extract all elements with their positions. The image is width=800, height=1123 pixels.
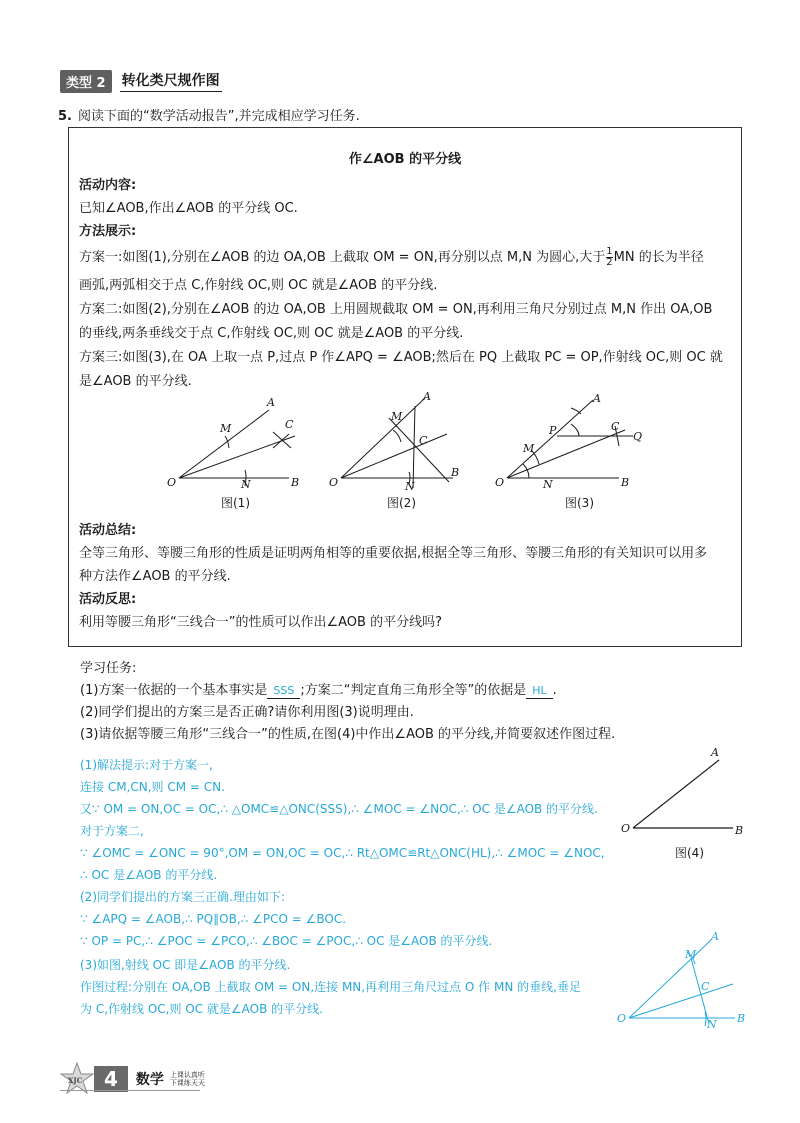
label-m: M (391, 410, 403, 423)
content-text: 已知∠AOB,作出∠AOB 的平分线 OC. (79, 201, 298, 216)
arc-m (393, 430, 401, 442)
summary-heading: 活动总结: (79, 523, 137, 538)
solution-line-2: 连接 CM,CN,则 CM = CN. (80, 780, 225, 794)
section-tag (60, 70, 222, 92)
answer-figure (615, 928, 755, 1028)
solution-line-12: 为 C,作射线 OC,则 OC 就是∠AOB 的平分线. (80, 1002, 323, 1016)
ray-oa (179, 410, 269, 478)
section-title: 转化类尺规作图 (120, 70, 222, 92)
label-b: B (735, 824, 744, 837)
label-a: A (593, 392, 601, 405)
task-1 (80, 680, 557, 702)
ray-oc (629, 984, 733, 1018)
ray-oc (179, 436, 295, 478)
tasks-heading: 学习任务: (80, 661, 137, 676)
motto (170, 1071, 205, 1087)
fig1-caption: 图(1) (221, 496, 250, 510)
plan1-line1 (79, 246, 734, 269)
solution-line-11: 作图过程:分别在 OA,OB 上截取 OM = ON,连接 MN,再利用三角尺过点 O 作 MN 的垂线,垂足 (80, 980, 581, 994)
label-b: B (621, 476, 630, 489)
summary-line1: 全等三角形、等腰三角形的性质是证明两角相等的重要依据,根据全等三角形、等腰三角形的有关知识可以用多 (79, 546, 708, 561)
solution-line-5: ∵ ∠OMC = ∠ONC = 90°,OM = ON,OC = OC,∴ Rt△OMC≌Rt△ONC(HL),∴ ∠MOC = ∠NOC, (80, 846, 605, 860)
content-heading: 活动内容: (79, 178, 137, 193)
label-a: A (711, 746, 719, 759)
solution-line-6: ∴ OC 是∠AOB 的平分线. (80, 868, 218, 882)
label-n: N (241, 478, 251, 490)
figure-4 (615, 744, 755, 840)
footer-rule (60, 1090, 200, 1091)
fraction-denominator: 2 (606, 257, 613, 268)
question-text: 阅读下面的“数学活动报告”,并完成相应学习任务. (77, 109, 360, 124)
label-n: N (405, 480, 415, 490)
question-number: 5. (58, 109, 72, 124)
label-o: O (495, 476, 505, 489)
label-b: B (291, 476, 300, 489)
label-a: A (423, 390, 431, 403)
plan1-text-a: 方案一:如图(1),分别在∠AOB 的边 OA,OB 上截取 OM = ON,再分别以点 M,N 为圆心,大于 (79, 250, 606, 265)
motto-line-1: 上课认真听 (169, 1071, 205, 1079)
solution-line-3: 又∵ OM = ON,OC = OC,∴ △OMC≌△ONC(SSS),∴ ∠MOC = ∠NOC,∴ OC 是∠AOB 的平分线. (80, 802, 598, 816)
report-title: 作∠AOB 的平分线 (348, 152, 462, 167)
activity-report-box (68, 127, 742, 647)
fig3-caption: 图(3) (565, 496, 594, 510)
label-o: O (621, 822, 631, 835)
fig4-caption: 图(4) (675, 846, 704, 860)
question-intro (58, 105, 360, 124)
task1-text-a: (1)方案一依据的一个基本事实是 (80, 683, 268, 698)
label-a: A (711, 930, 719, 943)
ray-oc (341, 434, 447, 478)
fraction-numerator: 1 (606, 246, 613, 257)
label-o: O (167, 476, 177, 489)
plan3-line2: 是∠AOB 的平分线. (79, 374, 192, 389)
task1-text-c: . (552, 683, 557, 698)
figure-3 (493, 390, 663, 490)
task-3: (3)请依据等腰三角形“三线合一”的性质,在图(4)中作出∠AOB 的平分线,并简要叙述作图过程. (80, 727, 616, 742)
arc-top (571, 408, 581, 414)
reflection-text: 利用等腰三角形“三线合一”的性质可以作出∠AOB 的平分线吗? (79, 615, 442, 630)
solution-line-9: ∵ OP = PC,∴ ∠POC = ∠PCO,∴ ∠BOC = ∠POC,∴ OC 是∠AOB 的平分线. (80, 934, 493, 948)
motto-line-2: 下课练天天 (169, 1079, 205, 1087)
page-number: 4 (94, 1066, 128, 1092)
task1-text-b: ;方案二“判定直角三角形全等”的依据是 (300, 683, 527, 698)
plan1-text-b: MN 的长为半径 (613, 250, 704, 265)
subject-label: 数学 (135, 1072, 164, 1088)
plan3-line1: 方案三:如图(3),在 OA 上取一点 P,过点 P 作∠APQ = ∠AOB;然后在 PQ 上截取 PC = OP,作射线 OC,则 OC 就 (79, 350, 723, 365)
figure-1 (165, 390, 305, 490)
label-c: C (285, 418, 294, 431)
solution-line-1: (1)解法提示:对于方案一, (80, 758, 213, 772)
label-m: M (523, 442, 535, 455)
task1-answer-1: SSS (267, 684, 300, 699)
fraction-half (606, 247, 612, 268)
solution-line-7: (2)同学们提出的方案三正确.理由如下: (80, 890, 285, 904)
label-m: M (220, 422, 232, 435)
ray-oa (341, 398, 425, 478)
ray-oa (629, 940, 711, 1018)
solution-line-8: ∵ ∠APQ = ∠AOB,∴ PQ∥OB,∴ ∠PCO = ∠BOC. (80, 912, 347, 926)
logo-text: XJC (68, 1076, 83, 1085)
label-b: B (737, 1012, 746, 1025)
ray-oa (507, 400, 593, 478)
arc-n (705, 1012, 706, 1026)
label-q: Q (633, 430, 643, 443)
plan1-line2: 画弧,两弧相交于点 C,作射线 OC,则 OC 就是∠AOB 的平分线. (79, 278, 438, 293)
plan2-line1: 方案二:如图(2),分别在∠AOB 的边 OA,OB 上用圆规截取 OM = ON,再利用三角尺分别过点 M,N 作出 OA,OB (79, 302, 713, 317)
solution-line-10: (3)如图,射线 OC 即是∠AOB 的平分线. (80, 958, 291, 972)
section-badge: 类型 2 (60, 70, 112, 93)
ray-oa (633, 760, 719, 828)
task-2: (2)同学们提出的方案三是否正确?请你利用图(3)说明理由. (80, 705, 414, 720)
task1-answer-2: HL (526, 684, 552, 699)
label-n: N (543, 478, 553, 490)
label-c: C (419, 434, 428, 447)
solution-line-4: 对于方案二, (80, 824, 144, 838)
label-c: C (611, 420, 620, 433)
summary-line2: 种方法作∠AOB 的平分线. (79, 569, 231, 584)
perpendicular-m (389, 418, 449, 482)
label-b: B (451, 466, 460, 479)
plan2-line2: 的垂线,两条垂线交于点 C,作射线 OC,则 OC 就是∠AOB 的平分线. (79, 326, 464, 341)
label-m: M (685, 948, 697, 961)
label-c: C (701, 980, 710, 993)
fig2-caption: 图(2) (387, 496, 416, 510)
label-o: O (617, 1012, 627, 1025)
arc-angle-p (571, 424, 579, 436)
label-p: P (549, 424, 557, 437)
method-heading: 方法展示: (79, 224, 137, 239)
label-o: O (329, 476, 339, 489)
label-n: N (707, 1018, 717, 1028)
label-a: A (267, 396, 275, 409)
arc-c2 (273, 434, 289, 448)
figure-2 (327, 390, 467, 490)
reflection-heading: 活动反思: (79, 592, 137, 607)
